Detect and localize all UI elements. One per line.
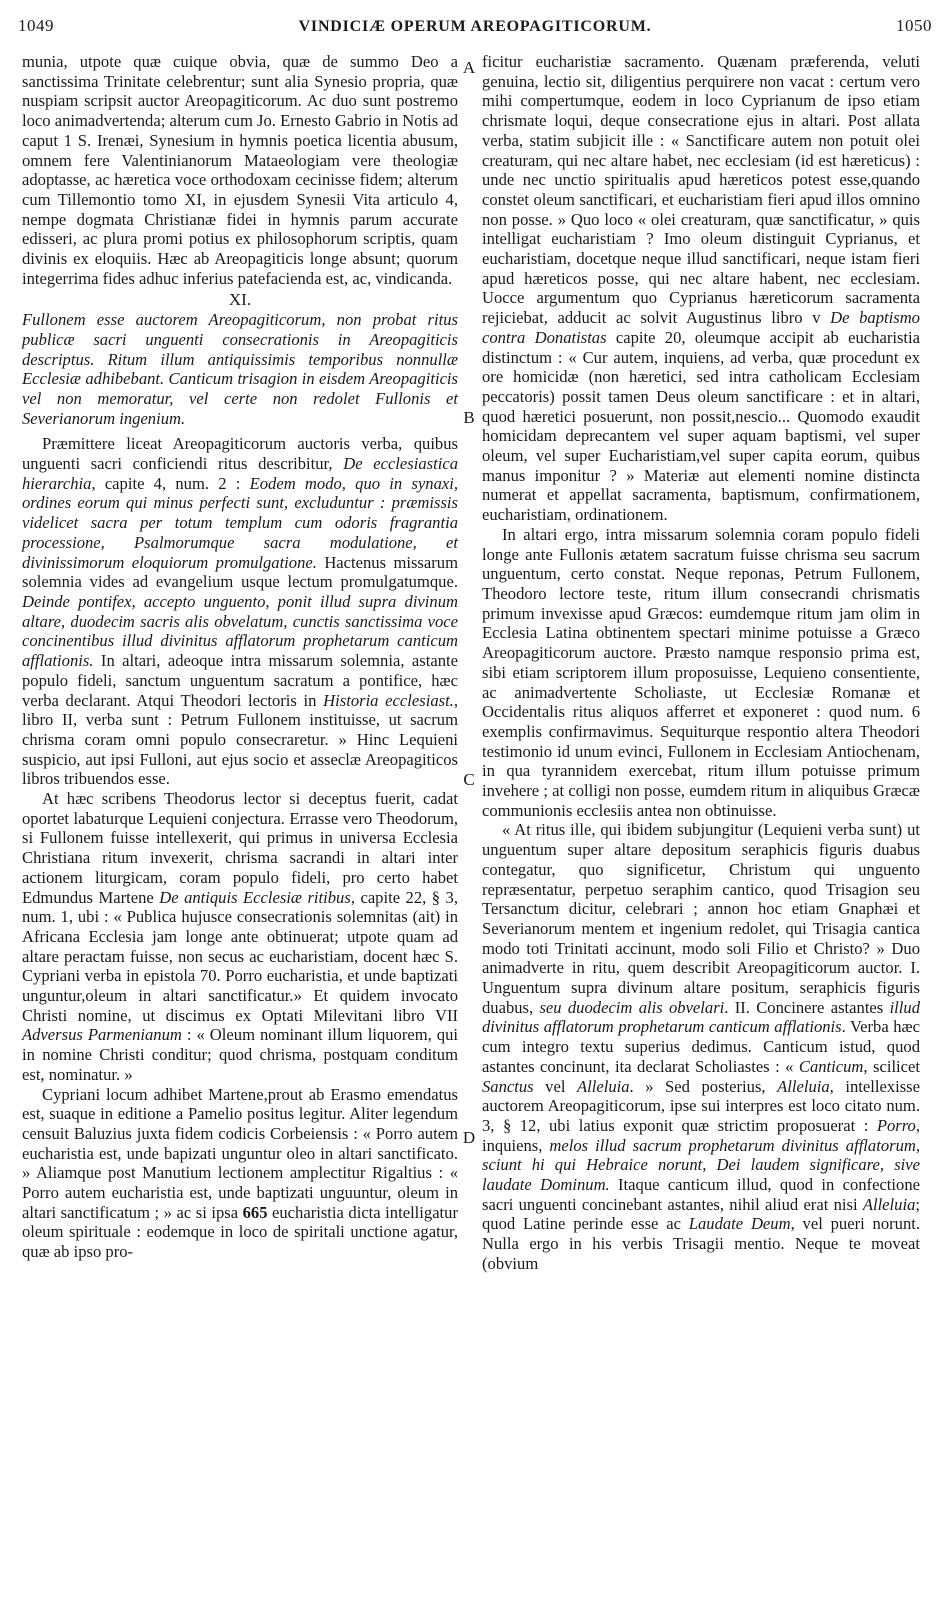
text-run: , inquiens,: [482, 1115, 920, 1155]
work-title: Historia ecclesiast.: [323, 690, 454, 710]
text-run: Cypriani locum adhibet Martene,prout ab Erasmo emendatus est, suaque in editione a Pamelio positus legitur. Aliter legendum censuit Baluzius juxta fidem codicis Corbeiensis : « Porro autem eucharistia est, unde bapizati unguntur oleo in altari sanctificato. » Aliamque post Manutium lectionem amplectitur Rigaltius : « Porro autem eucharistia est, unde baptizati unguuntur, oleum in altari sanctificatum ; » ac si ipsa: [22, 1084, 458, 1222]
page-number-right: 1050: [896, 16, 932, 35]
quotation: illud divinitus afflatorum prophetarum canticum afflationis: [482, 997, 920, 1037]
quotation: Alleluia: [862, 1194, 916, 1214]
paragraph: [482, 52, 920, 525]
text-run: Hactenus missarum solemnia vides ad evangelium usque lectum promulgatumque.: [22, 552, 458, 592]
quotation: Alleluia: [777, 1076, 830, 1096]
paragraph: [22, 789, 458, 1085]
text-run: , intellexisse auctorem Areopagiticorum, ipse sui interpres est loco citato num. 3, § 12, ubi latius exponit quæ strictim proposuerat :: [482, 1076, 921, 1135]
text-run: capite 20, oleumque accipit ab eucharistia distinctum : « Cur autem, inquiens, ad verba, quæ procedunt ex ore homicidæ (non hæretici, sed intra catholicam Ecclesiam peccatoris) possit tamen Deus oleum sanctificare : et in altari, quod hæretici posuerunt, non possit,nescio... Quomodo exaudit homicidam deprecantem vel super aquam baptismi, vel super oleum, vel super Eucharistiam,vel super capita eorum, quibus manus imponitur ? » Materiæ aut elementi nomine distincta numerat et appellat sacramenta, baptismum, confirmationem, eucharistiam, ordinationem.: [482, 327, 921, 525]
text-run: Itaque canticum illud, quod in confectione sacri unguenti concinebant astantes, nihil aliud erat nisi: [482, 1175, 920, 1214]
text-run: , capite 22, § 3, num. 1, ubi : « Publica hujusce consecrationis solemnitas (ait) in Africana Ecclesia jam longe ante obtinuerat; utpote quam ad altare peractam fuisse, non secus ac eucharistiam, docent hæc S. Cypriani verba in epistola 70. Porro eucharistia, et unde baptizati unguntur,oleum in altari sanctificatur.» Et quidem invocato Christi nomine, ut discimus ex Optati Milevitani libro VII: [22, 887, 458, 1025]
text-run: In altari, adeoque intra missarum solemnia, astante populo fideli, sanctum unguentum sacratum a pontifice, hæc verba declarant. Atqui Theodori lectoris in: [22, 651, 458, 710]
text-run: , libro II, verba sunt : Petrum Fullonem instituisse, ut sacrum chrisma coram omni populo consecraretur. » Hinc Lequieni suspicio, aut ipsi Fulloni, aut ejus socio et asseclæ Areopagiticos libros tribuendos esse.: [22, 690, 458, 789]
text-run: ficitur eucharistiæ sacramento. Quænam præferenda, veluti genuina, lectio sit, diligentius perquirere non vacat : certum vero mihi compertumque, eodem in loco Cyprianum de ipso etiam chrismate loqui, deque consecratione ejus in altari. Post allata verba, statim subjicit ille : « Sanctificare autem non potuit olei creaturam, qui nec altare habet, nec ecclesiam (id est hæreticus) : unde nec unctio spiritualis apud hæreticos potest esse,quando constet oleum sanctificari, et eucharistiam fieri apud illos omnino non posse. » Quo loco « olei creaturam, quæ sanctificatur, » quis intelligat eucharistiam ? Imo oleum distinguit Cyprianus, et eucharistiam, docetque neque illud sanctificari, neque istam fieri apud hæreticos posse, qui nec altare habent, nec ecclesiam. Uocce argumentum quo Cyprianus hæreticorum sacramenta rejiciebat, adducit ac solvit Augustinus libro v: [482, 52, 920, 328]
margin-letter-c: C: [463, 770, 475, 789]
left-column: [22, 52, 458, 1262]
text-run: . Verba hæc cum integro textu superius dedimus. Canticum istud, quod astantes concinunt, ita declarat Scholiastes : «: [482, 1017, 920, 1076]
quotation: seu duodecim alis obvelari: [539, 997, 725, 1017]
text-run: . » Sed posterius,: [629, 1076, 778, 1096]
margin-letter-a: A: [462, 58, 476, 77]
text-run: eucharistia dicta intelligatur oleum spirituale : eodemque in loco de spiritali unctione agatur, quæ ab ipso pro-: [22, 1202, 458, 1262]
quotation: melos illud sacrum prophetarum divinitus afflatorum, sciunt hi qui Hebraice norunt, Dei laudem significare, sive laudate Dominum.: [482, 1135, 920, 1195]
quotation: Alleluia: [576, 1076, 630, 1096]
text-run: « At ritus ille, qui ibidem subjungitur (Lequieni verba sunt) ut unguentum super altare depositum seraphicis figuris duabus contegatur, quo significetur, Christum qui unguento repræsentatur, perpetuo seraphim cantico, quod Trisagion seu Tersanctum dicitur, celebrari ; annon hoc etiam Gnaphæi et Severianorum mentem et ingenium redolet, qui Trisagia cantica modo toti Trinitati accinunt, modo soli Filio et Christo? » Duo animadverte in ritu, quem describit Areopagiticorum auctor. I. Unguentum supra divinum altare positum, seraphicis figuris duabus,: [482, 820, 920, 1017]
quotation: Deinde pontifex, accepto unguento, ponit illud supra divinum altare, duodecim sacris alis obvelatum, cunctis sanctissima voce concinentibus illud divinitus afflatorum prophetarum canticum afflationis.: [22, 591, 458, 671]
work-title: De ecclesiastica hierarchia: [22, 454, 458, 493]
paragraph: In altari ergo, intra missarum solemnia coram populo fideli longe ante Fullonis ætatem sacratum fuisse chrisma seu sacrum unguentum, certo constat. Neque reponas, Petrum Fullonem, Theodoro lectore teste, ritum illum consecrandi chrismatis primum invexisse apud Græcos: eumdemque ritum jam olim in Ecclesia Latina obtinentem spectari minime potuisse a Græco Areopagiticorum auctore. Præsto namque responsio prima est, sibi etiam scriptorem illum proposuisse, Lequieno consentiente, ac animadvertente Scholiaste, ut Ecclesiæ Romanæ et Occidentalis ritus aliquos afferret et exponeret : quod num. 6 exemplis confirmavimus. Sequiturque respontio altera Theodori testimonio id unum evinci, Fullonem in Ecclesiam Antiochenam, in qua tyrannidem exercebat, ritum illum potuisse primum invehere ; at colligi non posse, eumdem ritum in aliquibus Græcæ communionis ecclesiis antea non obtinuisse.: [482, 524, 920, 820]
paragraph: [482, 820, 920, 1273]
column-marker: 665: [242, 1202, 268, 1222]
text-run: ; quod Latine perinde esse ac: [482, 1194, 920, 1234]
page-number-left: 1049: [18, 16, 54, 35]
text-run: Præmittere liceat Areopagiticorum auctoris verba, quibus unguenti sacri conficiendi ritus describitur,: [22, 434, 458, 474]
margin-letter-d: D: [462, 1128, 476, 1147]
quotation: Canticum: [798, 1056, 864, 1076]
text-run: At hæc scribens Theodorus lector si deceptus fuerit, cadat oportet labaturque Lequieni conjectura. Errasse vero Theodorum, si Fullonem fuisse intellexerit, qui primus in universa Ecclesia Christiana ritum invexerit, chrisma sacrandi in altari inter actionem liturgicam, coram populo fideli, pro certo habet Edmundus Martene: [22, 789, 458, 907]
margin-letter-b: B: [463, 408, 475, 427]
work-title: Adversus Parmenianum: [22, 1025, 182, 1045]
quotation: Laudate Deum: [688, 1214, 791, 1234]
text-run: , scilicet: [863, 1056, 921, 1076]
text-run: vel: [533, 1076, 577, 1096]
work-title: De baptismo contra Donatistas: [482, 308, 920, 347]
paragraph: munia, utpote quæ cuique obvia, quæ de summo Deo a sanctissima Trinitate celebrentur; sunt alia Synesio propria, quæ nuspiam scripsit auctor Areopagiticorum. Ac duo sunt postremo loco animadvertenda; alterum cum Jo. Ernesto Gabrio in Notis ad caput 1 S. Irenæi, Synesium in hymnis poetica licentia abusum, omnem fere Valentinianorum Mataeologiam vere theologiæ adoptasse, ac hæretica voce orthodoxam cecinisse fidem; alterum cum Tillemontio tomo XI, in ejusdem Synesii Vita articulo 4, nempe dogmata Christianæ fidei in hymnis parum accurate edisseri, ac plura promi potius ex philosophorum scriptis, quam divinis ex eloquiis. Hæc ab Areopagiticis longe absunt; quorum integerrima fides adhuc inferius patefacienda est, ac, vindicanda.: [22, 52, 458, 288]
paragraph: [22, 1085, 458, 1262]
text-run: , vel pueri norunt. Nulla ergo in his verbis Trisagii mentio. Neque te moveat (obvium: [482, 1214, 921, 1273]
text-run: , capite 4, num. 2 :: [91, 473, 250, 493]
quotation: Porro: [876, 1115, 916, 1135]
work-title: De antiquis Ecclesiæ ritibus: [159, 887, 351, 907]
text-run: . II. Concinere astantes: [724, 997, 890, 1017]
running-title: VINDICIÆ OPERUM AREOPAGITICORUM.: [298, 18, 652, 35]
quotation: Eodem modo, quo in synaxi, ordines eorum qui minus perfecti sunt, excluduntur : præmissis videlicet sacra per totum templum cum odoris fragrantia processione, Psalmorumque sacra modulatione, et divinissimorum eloquiorum promulgatione.: [22, 473, 458, 572]
section-summary: Fullonem esse auctorem Areopagiticorum, non probat ritus publicæ sacri unguenti consecrationis in Areopagiticis descriptus. Ritum illum antiquissimis temporibus nonnullæ Ecclesiæ adhibebant. Canticum trisagion in eisdem Areopagiticis vel non memoratur, vel certe non redolet Fullonis et Severianorum ingenium.: [22, 310, 458, 428]
paragraph: [22, 434, 458, 789]
section-number: XI.: [228, 290, 252, 310]
text-run: : « Oleum nominant illum liquorem, qui in nomine Christi conditur; quod chrisma, postquam conditum est, nominatur. »: [22, 1025, 458, 1084]
right-column: [482, 52, 920, 1274]
quotation: Sanctus: [482, 1076, 534, 1096]
page-header: [18, 12, 932, 44]
